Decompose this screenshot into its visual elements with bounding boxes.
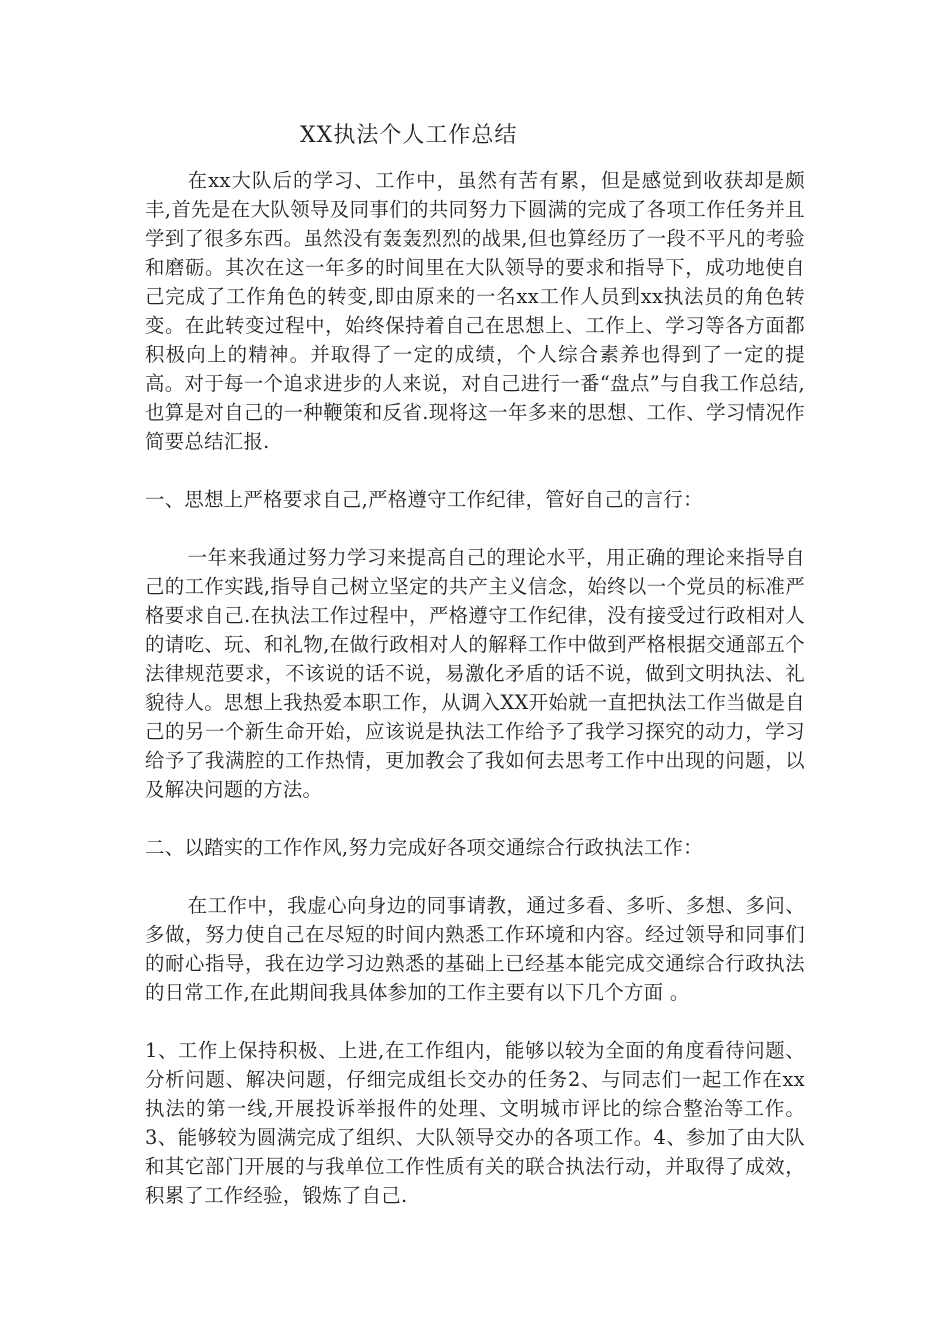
paragraph-intro: 在xx大队后的学习、工作中，虽然有苦有累，但是感觉到收获却是颇丰,首先是在大队领导及同事们的共同努力下圆满的完成了各项工作任务并且学到了很多东西。虽然没有轰轰烈烈的战果,但也算经历了一段不平凡的考验和磨砺。其次在这一年多的时间里在大队领导的要求和指导下，成功地使自己完成了工作角色的转变,即由原来的一名xx工作人员到xx执法员的角色转变。在此转变过程中，始终保持着自己在思想上、工作上、学习等各方面都积极向上的精神。并取得了一定的成绩，个人综合素养也得到了一定的提高。对于每一个追求进步的人来说，对自己进行一番“盘点”与自我工作总结,也算是对自己的一种鞭策和反省.现将这一年多来的思想、工作、学习情况作简要总结汇报.: [145, 169, 805, 453]
paragraph-section-1: 一年来我通过努力学习来提高自己的理论水平，用正确的理论来指导自己的工作实践,指导自己树立坚定的共产主义信念，始终以一个党员的标准严格要求自己.在执法工作过程中，严格遵守工作纪律，没有接受过行政相对人的请吃、玩、和礼物,在做行政相对人的解释工作中做到严格根据交通部五个法律规范要求，不该说的话不说，易激化矛盾的话不说，做到文明执法、礼貌待人。思想上我热爱本职工作，从调入XX开始就一直把执法工作当做是自己的另一个新生命开始，应该说是执法工作给予了我学习探究的动力，学习给予了我满腔的工作热情，更加教会了我如何去思考工作中出现的问题，以及解决问题的方法。: [145, 546, 805, 801]
section-heading-1: 一、思想上严格要求自己,严格遵守工作纪律，管好自己的言行：: [145, 488, 703, 511]
section-heading-2: 二、以踏实的工作作风,努力完成好各项交通综合行政执法工作：: [145, 836, 703, 859]
document-body: [145, 166, 805, 1239]
paragraph-section-2: 在工作中，我虚心向身边的同事请教，通过多看、多听、多想、多问、多做，努力使自己在尽短的时间内熟悉工作环境和内容。经过领导和同事们的耐心指导，我在边学习边熟悉的基础上已经基本能完成交通综合行政执法的日常工作,在此期间我具体参加的工作主要有以下几个方面 。: [145, 894, 805, 1004]
document-title: XX执法个人工作总结: [300, 123, 518, 148]
paragraph-work-items: 1、工作上保持积极、上进,在工作组内，能够以较为全面的角度看待问题、分析问题、解决问题，仔细完成组长交办的任务2、与同志们一起工作在xx执法的第一线,开展投诉举报件的处理、文明城市评比的综合整治等工作。3、能够较为圆满完成了组织、大队领导交办的各项工作。4、参加了由大队和其它部门开展的与我单位工作性质有关的联合执法行动，并取得了成效，积累了工作经验，锻炼了自己.: [145, 1039, 805, 1207]
